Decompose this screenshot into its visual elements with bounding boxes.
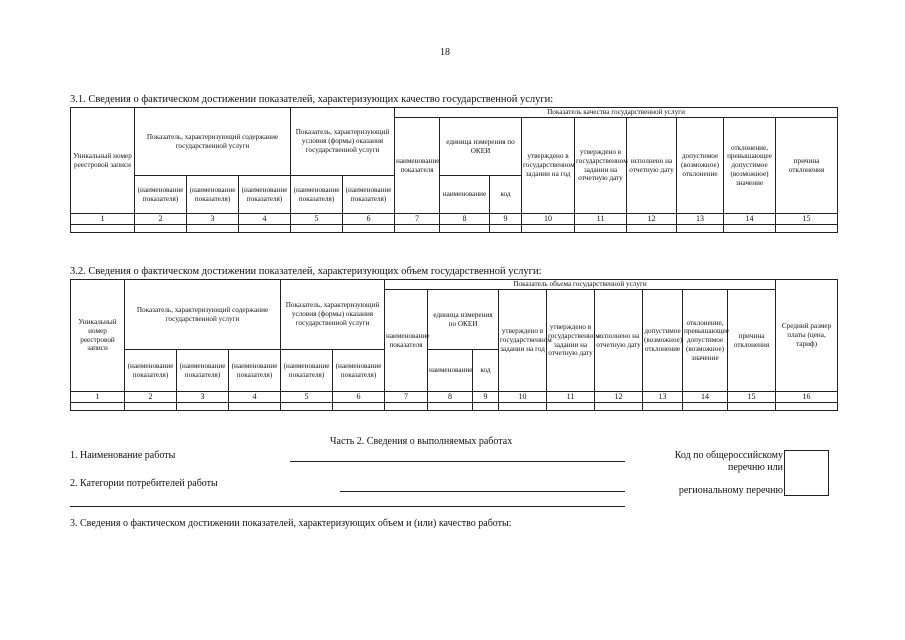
col-number: 13 [643,392,683,403]
col-number: 11 [575,214,627,225]
col-number: 8 [428,392,473,403]
column-number-row [71,392,838,403]
col-executed: исполнено на отчетную дату [595,290,643,392]
sub-unit-code: код [473,350,499,392]
col-number: 2 [125,392,177,403]
col-exceeding-deviation: отклонение, превышающее допустимое (возможное) значение [683,290,728,392]
registry-code-box[interactable] [784,450,829,496]
col-approved-date: утверждено в государственном задании на отчетную дату [547,290,595,392]
col-number: 10 [522,214,575,225]
col-number: 4 [229,392,281,403]
col-allowed-deviation: допустимое (возможное) отклонение [643,290,683,392]
sub-indicator-name: (наименование показателя) [125,350,177,392]
sub-indicator-name: (наименование показателя) [229,350,281,392]
col-quality-indicator-group: Показатель качества государственной услуги [395,108,838,118]
quality-indicators-table [70,107,838,233]
col-approved-year: утверждено в государственном задании на год [499,290,547,392]
empty-data-row [71,402,838,410]
col-number: 4 [239,214,291,225]
sub-indicator-name: (наименование показателя) [291,176,343,214]
consumer-category-label: 2. Категории потребителей работы [70,478,218,489]
col-number: 7 [395,214,440,225]
col-indicator-name: наименование показателя [395,118,440,214]
sub-indicator-name: (наименование показателя) [135,176,187,214]
sub-unit-code: код [490,176,522,214]
sub-unit-name: наименование [428,350,473,392]
col-number: 1 [71,392,125,403]
col-number: 10 [499,392,547,403]
col-number: 9 [473,392,499,403]
col-volume-indicator-group: Показатель объема государственной услуги [385,280,776,290]
empty-data-row [71,224,838,232]
col-number: 6 [333,392,385,403]
col-service-content: Показатель, характеризующий содержание государственной услуги [135,108,291,176]
col-number: 8 [440,214,490,225]
sub-indicator-name: (наименование показателя) [333,350,385,392]
sub-indicator-name: (наименование показателя) [187,176,239,214]
col-approved-year: утверждено в государственном задании на год [522,118,575,214]
sub-indicator-name: (наименование показателя) [239,176,291,214]
col-number: 11 [547,392,595,403]
col-number: 9 [490,214,522,225]
col-number: 16 [776,392,838,403]
section-3-2-title: 3.2. Сведения о фактическом достижении показателей, характеризующих объем государственной услуги: [70,266,542,277]
col-number: 12 [627,214,677,225]
sub-indicator-name: (наименование показателя) [177,350,229,392]
sub-unit-name: наименование [440,176,490,214]
sub-indicator-name: (наименование показателя) [343,176,395,214]
col-number: 1 [71,214,135,225]
col-number: 15 [776,214,838,225]
code-label-line-3: региональному перечню [678,485,783,496]
col-unit-okei: единица измерения по ОКЕИ [428,290,499,350]
col-number: 7 [385,392,428,403]
col-number: 13 [677,214,724,225]
col-number: 2 [135,214,187,225]
work-name-line [290,461,625,462]
col-deviation-reason: причина отклонения [728,290,776,392]
col-exceeding-deviation: отклонение, превышающее допустимое (возможное) значение [724,118,776,214]
volume-indicators-table [70,279,838,411]
col-unit-okei: единица измерения по ОКЕИ [440,118,522,176]
col-service-conditions: Показатель, характеризующий условия (формы) оказания государственной услуги [281,280,385,350]
col-indicator-name: наименование показателя [385,290,428,392]
work-name-label: 1. Наименование работы [70,450,176,461]
code-label-line-1: Код по общероссийскому [674,450,783,461]
col-average-fee: Средний размер платы (цена, тариф) [776,280,838,392]
col-unique-number: Уникальный номер реестровой записи [71,280,125,392]
col-number: 5 [291,214,343,225]
col-number: 3 [177,392,229,403]
col-number: 5 [281,392,333,403]
consumer-category-line [340,491,625,492]
consumer-category-line-2 [70,506,625,507]
section-3-1-title: 3.1. Сведения о фактическом достижении показателей, характеризующих качество государственной услуги: [70,94,554,105]
col-number: 6 [343,214,395,225]
sub-indicator-name: (наименование показателя) [281,350,333,392]
col-allowed-deviation: допустимое (возможное) отклонение [677,118,724,214]
column-number-row [71,214,838,225]
code-label-line-2: перечню или [727,462,783,473]
page-number: 18 [440,47,450,58]
col-approved-date: утверждено в государственном задании на отчетную дату [575,118,627,214]
col-number: 12 [595,392,643,403]
col-deviation-reason: причина отклонения [776,118,838,214]
col-number: 14 [683,392,728,403]
col-number: 15 [728,392,776,403]
col-service-content: Показатель, характеризующий содержание государственной услуги [125,280,281,350]
col-number: 3 [187,214,239,225]
col-number: 14 [724,214,776,225]
col-service-conditions: Показатель, характеризующий условия (формы) оказания государственной услуги [291,108,395,176]
col-unique-number: Уникальный номер реестровой записи [71,108,135,214]
col-executed: исполнено на отчетную дату [627,118,677,214]
section-3-work-title: 3. Сведения о фактическом достижении показателей, характеризующих объем и (или) качество работы: [70,518,512,529]
part-2-title: Часть 2. Сведения о выполняемых работах [330,436,513,447]
